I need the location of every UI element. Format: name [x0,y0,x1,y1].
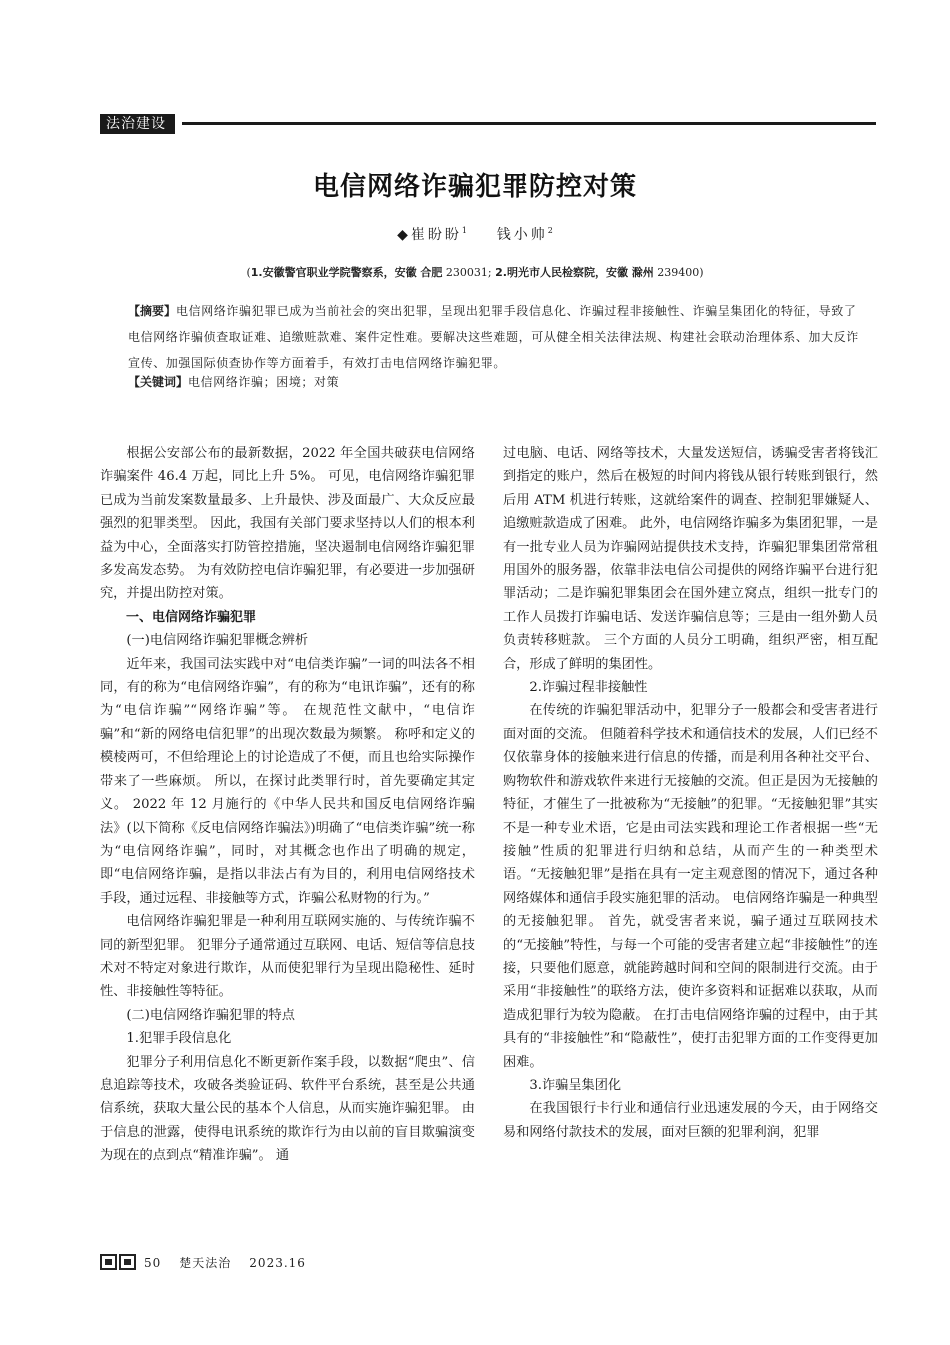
author-2-affil-mark: 2 [547,226,553,235]
section-heading: 一、电信网络诈骗犯罪 [126,609,257,625]
affiliations [0,264,950,280]
paragraph: 根据公安部公布的最新数据，2022 年全国共破获电信网络诈骗案件 46.4 万起，同比上升 5%。 可见，电信网络诈骗犯罪已成为当前发案数量最多、上升最快、涉及面最广、大众反应最强烈的犯罪类型。 因此，我国有关部门要求坚持以人们的根本利益为中心，全面落实打防管控措施，坚决遏制电信网络诈骗犯罪多发高发态势。 为有效防控电信诈骗犯罪，有必要进一步加强研究，并提出防控对策。 [100,446,475,602]
author-1-name: 崔盼盼 [410,227,462,243]
keywords [128,372,868,392]
left-column [100,442,475,1168]
page-footer [100,1252,500,1272]
abstract-label: 【摘要】 [128,304,177,318]
numbered-heading: 1.犯罪手段信息化 [126,1031,232,1047]
affil-2-name: 2.明光市人民检察院，安徽 滁州 [495,266,654,279]
right-column [503,442,878,1144]
section-rule [182,122,876,125]
abstract [128,298,868,376]
journal-name: 楚天法治 [179,1256,232,1270]
footer-text [144,1254,324,1271]
subsection-heading: (二)电信网络诈骗犯罪的特点 [126,1007,295,1023]
paragraph: 电信网络诈骗犯罪是一种利用互联网实施的、与传统诈骗不同的新型犯罪。 犯罪分子通常通过互联网、电话、短信等信息技术对不特定对象进行欺诈，从而使犯罪行为呈现出隐秘性、延时性、非接触性等特征。 [100,914,475,1000]
author-1-affil-mark: 1 [461,226,467,235]
paragraph: 在我国银行卡行业和通信行业迅速发展的今天，由于网络交易和网络付款技术的发展，面对巨额的犯罪利润，犯罪 [503,1101,878,1140]
author-line [0,224,950,244]
paragraph: 犯罪分子利用信息化不断更新作案手段，以数据“爬虫”、信息追踪等技术，攻破各类验证码、软件平台系统，甚至是公共通信系统，获取大量公民的基本个人信息，从而实施诈骗犯罪。 由于信息的泄露，使得电讯系统的欺诈行为由以前的盲目欺骗演变为现在的点到点“精准诈骗”。 通 [100,1054,475,1164]
article-title: 电信网络诈骗犯罪防控对策 [312,172,637,202]
affil-2-code: 239400) [653,266,704,279]
subsection-heading: (一)电信网络诈骗犯罪概念辨析 [126,633,309,649]
author-2-name: 钱小帅 [496,227,548,243]
affil-open: ( [246,266,251,279]
section-header [100,114,876,134]
numbered-heading: 2.诈骗过程非接触性 [529,680,648,696]
paragraph: 近年来，我国司法实践中对“电信类诈骗”一词的叫法各不相同，有的称为“电信网络诈骗”，有的称为“电讯诈骗”，还有的称为“电信诈骗”“网络诈骗”等。 在规范性文献中，“电信诈骗”和“新的网络电信犯罪”的出现次数最为频繁。 称呼和定义的模棱两可，不但给理论上的讨论造成了不便，而且也给实际操作带来了一些麻烦。 所以，在探讨此类罪行时，首先要确定其定义。 2022 年 12 月施行的《中华人民共和国反电信网络诈骗法》(以下简称《反电信网络诈骗法》)明确了“电信类诈骗”统一称为“电信网络诈骗”，同时，对其概念也作出了明确的规定，即“电信网络诈骗，是指以非法占有为目的，利用电信网络技术手段，通过远程、非接触等方式，诈骗公私财物的行为。” [100,656,475,906]
section-tag: 法治建设 [100,114,175,134]
journal-logo-icon [100,1254,136,1270]
keywords-text: 电信网络诈骗；困境；对策 [188,375,340,389]
abstract-text: 电信网络诈骗犯罪已成为当前社会的突出犯罪，呈现出犯罪手段信息化、诈骗过程非接触性、诈骗呈集团化的特征，导致了电信网络诈骗侦查取证难、追缴赃款难、案件定性难。要解决这些难题，可从健全相关法律法规、构建社会联动治理体系、加大反诈宣传、加强国际侦查协作等方面着手，有效打击电信网络诈骗犯罪。 [128,304,859,370]
paragraph: 过电脑、电话、网络等技术，大量发送短信，诱骗受害者将钱汇到指定的账户，然后在极短的时间内将钱从银行转账到银行，然后用 ATM 机进行转账，这就给案件的调查、控制犯罪嫌疑人、追缴赃款造成了困难。 此外，电信网络诈骗多为集团犯罪，一是有一批专业人员为诈骗网站提供技术支持，诈骗犯罪集团常常租用国外的服务器，依靠非法电信公司提供的网络诈骗平台进行犯罪活动；二是诈骗犯罪集团会在国外建立窝点，组织一批专门的工作人员拨打诈骗电话、发送诈骗信息等；三是由一组外勤人员负责转移赃款。 三个方面的人员分工明确，组织严密，相互配合，形成了鲜明的集团性。 [503,446,878,672]
numbered-heading: 3.诈骗呈集团化 [529,1077,622,1093]
diamond-marker-icon: ◆ [397,227,411,243]
affil-1-code: 230031; [442,266,496,279]
paragraph: 在传统的诈骗犯罪活动中，犯罪分子一般都会和受害者进行面对面的交流。 但随着科学技术和通信技术的发展，人们已经不仅依靠身体的接触来进行信息的传播，而是利用各种社交平台、购物软件和游戏软件来进行无接触的交流。但正是因为无接触的特征，才催生了一批被称为“无接触”的犯罪。“无接触犯罪”其实不是一种专业术语，它是由司法实践和理论工作者根据一些“无接触”性质的犯罪进行归纳和总结，从而产生的一种类型术语。“无接触犯罪”是指在具有一定主观意图的情况下，通过各种网络媒体和通信手段实施犯罪的活动。 电信网络诈骗是一种典型的无接触犯罪。 首先，就受害者来说，骗子通过互联网技术的“无接触”特性，与每一个可能的受害者建立起“非接触性”的连接，只要他们愿意，就能跨越时间和空间的限制进行交流。由于采用“非接触性”的联络方法，使许多资料和证据难以获取，从而造成犯罪行为较为隐蔽。 在打击电信网络诈骗的过程中，由于其具有的“非接触性”和“隐蔽性”，使打击犯罪方面的工作变得更加困难。 [503,703,878,1070]
affil-1-name: 1.安徽警官职业学院警察系，安徽 合肥 [250,266,443,279]
journal-issue: 2023.16 [249,1256,306,1270]
keywords-label: 【关键词】 [128,375,189,389]
page-number: 50 [144,1256,162,1270]
